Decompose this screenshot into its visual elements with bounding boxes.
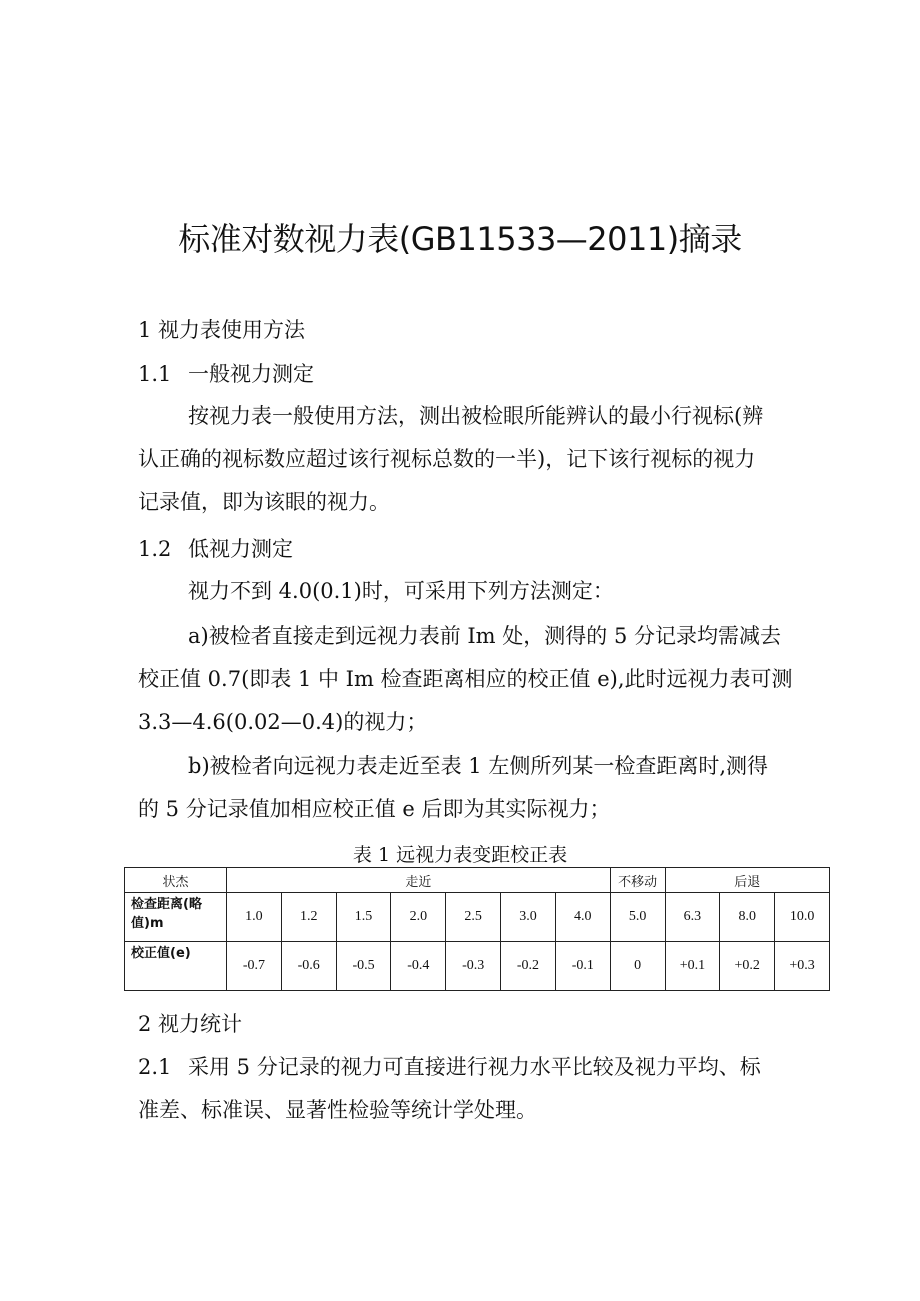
method-a-line-2: 校正值 0.7(即表 1 中 Im 检查距离相应的校正值 e),此时远视力表可测 bbox=[138, 667, 793, 691]
distance-label-cell: 检查距离(略值)m bbox=[125, 893, 227, 942]
distance-cell: 1.0 bbox=[227, 893, 282, 942]
section-1-1-number: 1.1 bbox=[138, 362, 172, 386]
section-1-1-paragraph-line-1: 按视力表一般使用方法，测出被检眼所能辨认的最小行视标(辨 bbox=[188, 404, 764, 428]
section-2-1-line-1 bbox=[138, 1051, 761, 1081]
correction-cell: -0.2 bbox=[501, 942, 556, 991]
table-header-row bbox=[125, 868, 830, 893]
section-1-heading: 1 视力表使用方法 bbox=[138, 318, 306, 342]
correction-cell: -0.3 bbox=[446, 942, 501, 991]
correction-cell: -0.5 bbox=[336, 942, 391, 991]
distance-cell: 1.5 bbox=[336, 893, 391, 942]
section-2-1-line-2: 准差、标准误、显著性检验等统计学处理。 bbox=[138, 1098, 537, 1122]
state-label-cell: 状杰 bbox=[125, 868, 227, 893]
table-row-distance bbox=[125, 893, 830, 942]
distance-cell: 2.0 bbox=[391, 893, 446, 942]
correction-table bbox=[124, 867, 830, 991]
table-caption: 表 1 远视力表变距校正表 bbox=[352, 844, 568, 866]
section-1-2-heading bbox=[138, 533, 293, 563]
distance-cell: 8.0 bbox=[720, 893, 775, 942]
distance-cell: 1.2 bbox=[281, 893, 336, 942]
distance-cell: 10.0 bbox=[775, 893, 830, 942]
method-b-line-2: 的 5 分记录值加相应校正值 e 后即为其实际视力； bbox=[138, 797, 611, 821]
method-a-line-1: a)被检者直接走到远视力表前 Im 处，测得的 5 分记录均需减去 bbox=[188, 624, 781, 648]
method-a-line-3: 3.3—4.6(0.02—0.4)的视力； bbox=[138, 710, 428, 734]
correction-cell: -0.7 bbox=[227, 942, 282, 991]
group-still-cell: 不移动 bbox=[610, 868, 665, 893]
section-2-1-text: 采用 5 分记录的视力可直接进行视力水平比较及视力平均、标 bbox=[188, 1055, 761, 1079]
correction-cell: +0.3 bbox=[775, 942, 830, 991]
group-near-cell: 走近 bbox=[227, 868, 611, 893]
distance-cell: 4.0 bbox=[555, 893, 610, 942]
correction-cell: +0.2 bbox=[720, 942, 775, 991]
section-1-1-heading bbox=[138, 358, 314, 388]
correction-cell: -0.4 bbox=[391, 942, 446, 991]
distance-cell: 5.0 bbox=[610, 893, 665, 942]
table-row-correction bbox=[125, 942, 830, 991]
section-1-1-paragraph-line-3: 记录值，即为该眼的视力。 bbox=[138, 490, 390, 514]
method-b-line-1: b)被检者向远视力表走近至表 1 左侧所列某一检查距离时,测得 bbox=[188, 754, 769, 778]
correction-cell: 0 bbox=[610, 942, 665, 991]
group-back-cell: 后退 bbox=[665, 868, 830, 893]
distance-cell: 3.0 bbox=[501, 893, 556, 942]
section-2-heading: 2 视力统计 bbox=[138, 1012, 243, 1036]
section-1-1-title: 一般视力测定 bbox=[188, 362, 314, 386]
correction-cell: +0.1 bbox=[665, 942, 720, 991]
section-2-1-number: 2.1 bbox=[138, 1055, 172, 1079]
section-1-1-paragraph-line-2: 认正确的视标数应超过该行视标总数的一半)，记下该行视标的视力 bbox=[138, 447, 756, 471]
distance-cell: 6.3 bbox=[665, 893, 720, 942]
section-1-2-title: 低视力测定 bbox=[188, 537, 293, 561]
correction-cell: -0.1 bbox=[555, 942, 610, 991]
distance-cell: 2.5 bbox=[446, 893, 501, 942]
section-1-2-paragraph: 视力不到 4.0(0.1)时，可采用下列方法测定： bbox=[188, 579, 614, 603]
correction-cell: -0.6 bbox=[281, 942, 336, 991]
section-1-2-number: 1.2 bbox=[138, 537, 172, 561]
document-title: 标准对数视力表(GB11533—2011)摘录 bbox=[178, 220, 742, 258]
correction-label-cell: 校正值(e) bbox=[125, 942, 227, 991]
